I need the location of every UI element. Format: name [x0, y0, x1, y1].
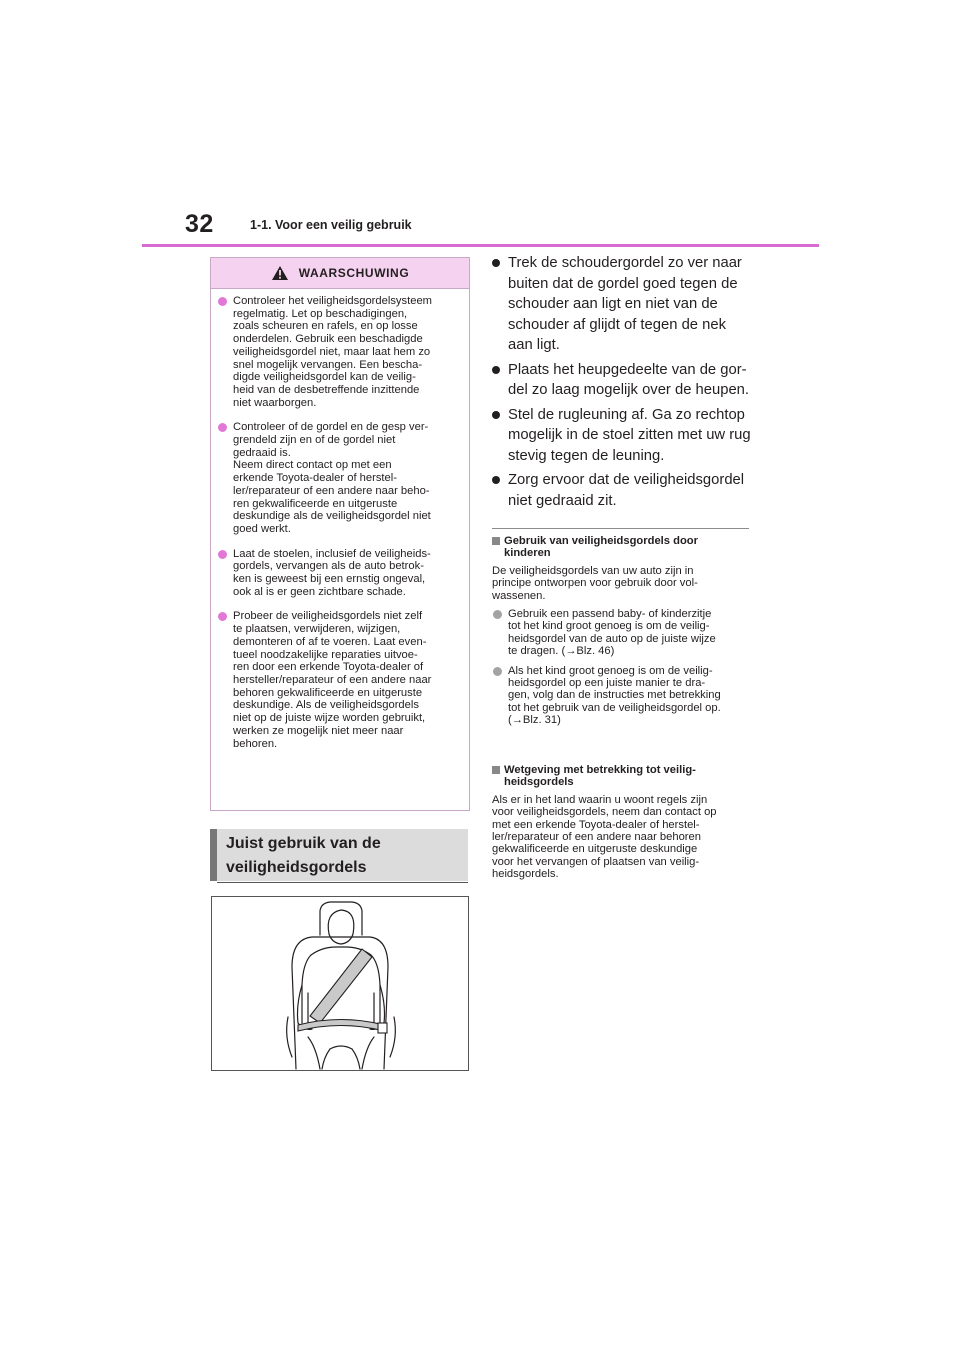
bullet-text: Trek de schoudergordel zo ver naar buiten dat de gordel goed tegen de schouder aan ligt en niet van de schouder af glijdt of tegen de nek aan ligt. — [508, 255, 742, 353]
list-item — [492, 253, 757, 356]
warning-list — [211, 289, 469, 750]
legislation-section — [492, 764, 757, 881]
bullet-dot-icon — [218, 297, 227, 306]
subsection-list — [492, 608, 757, 727]
bullet-dot-icon — [493, 667, 502, 676]
warning-item — [217, 548, 459, 599]
right-bullet-list — [492, 253, 757, 515]
list-item — [492, 405, 757, 467]
warning-triangle-icon — [271, 265, 289, 281]
bullet-dot-icon — [218, 612, 227, 621]
list-item — [492, 360, 757, 401]
section-title-line1: Juist gebruik van de — [226, 835, 381, 852]
bullet-text: Plaats het heupgedeelte van de gor- del zo laag mogelijk over de heupen. — [508, 361, 750, 398]
bullet-dot-icon — [218, 423, 227, 432]
bullet-text: Zorg ervoor dat de veiligheidsgordel niet gedraaid zit. — [508, 472, 745, 509]
page-number: 32 — [185, 210, 214, 238]
list-item — [492, 470, 757, 511]
children-section — [492, 535, 757, 734]
warning-item-text: Controleer of de gordel en de gesp ver- grendeld zijn en of de gordel niet gedraaid is. Neem direct contact op met een erkende Toyota-dealer of herstel- ler/reparateur of een andere naar beho- ren gekwalificeerde en uitgeruste deskundige als de veiligheidsgordel niet goed werkt. — [233, 421, 431, 535]
square-bullet-icon — [492, 766, 500, 774]
warning-item — [217, 421, 459, 535]
subsection-heading — [492, 535, 757, 560]
subsection-heading-text: Wetgeving met betrekking tot veilig- heidsgordels — [504, 764, 696, 789]
list-item — [492, 665, 757, 727]
bullet-dot-icon — [492, 366, 500, 374]
subsection-rule — [492, 528, 749, 529]
subsection-heading-text: Gebruik van veiligheidsgordels door kinderen — [504, 535, 698, 560]
section-title — [210, 829, 468, 881]
seatbelt-illustration-icon — [212, 897, 468, 1070]
subsection-heading — [492, 764, 757, 789]
bullet-dot-icon — [492, 259, 500, 267]
warning-item-text: Probeer de veiligheidsgordels niet zelf te plaatsen, verwijderen, wijzigen, demonteren of af te voeren. Laat even- tueel noodzakelijke reparaties uitvoe- ren door een erkende Toyota-dealer of hersteller/reparateur of een andere naar behoren gekwalificeerde en uitgeruste deskundige. Als de veiligheidsgordels niet op de juiste wijze worden gebruikt, werken ze mogelijk niet meer naar behoren. — [233, 610, 432, 750]
section-header: 1-1. Voor een veilig gebruik — [250, 218, 412, 232]
warning-item-text: Controleer het veiligheidsgordelsysteem regelmatig. Let op beschadigingen, zoals scheuren en rafels, en op losse onderdelen. Gebruik een beschadigde veiligheidsgordel niet, maar laat hem zo snel mogelijk vervangen. Een bescha- digde veiligheidsgordel kan de veilig- heid van de desbetreffende inzittende niet waarborgen. — [233, 295, 432, 409]
warning-title-bar — [211, 258, 469, 289]
section-title-line2: veiligheidsgordels — [226, 859, 367, 876]
list-item-text: Gebruik een passend baby- of kinderzitje tot het kind groot genoeg is om de veilig- heidsgordel van de auto op de juiste wijze te dragen. (→Blz. 46) — [508, 608, 716, 658]
bullet-dot-icon — [218, 550, 227, 559]
bullet-dot-icon — [492, 411, 500, 419]
bullet-dot-icon — [492, 476, 500, 484]
warning-box — [210, 257, 470, 811]
warning-item — [217, 610, 459, 750]
bullet-dot-icon — [493, 610, 502, 619]
square-bullet-icon — [492, 537, 500, 545]
warning-item-text: Laat de stoelen, inclusief de veiligheids- gordels, vervangen als de auto betrok- ken is geweest bij een ernstig ongeval, ook al is er geen zichtbare schade. — [233, 547, 431, 598]
warning-title: WAARSCHUWING — [298, 266, 410, 280]
figure-frame — [211, 896, 469, 1071]
subsection-body: De veiligheidsgordels van uw auto zijn in principe ontworpen voor gebruik door vol- wassenen. — [492, 564, 698, 602]
warning-item — [217, 295, 459, 409]
list-item-text: Als het kind groot genoeg is om de veilig- heidsgordel op een juiste manier te dra- gen, volg dan de instructies met betrekking tot het gebruik van de veiligheidsgordel op. (→Blz. 31) — [508, 664, 721, 727]
bullet-text: Stel de rugleuning af. Ga zo rechtop mogelijk in de stoel zitten met uw rug stevig tegen de leuning. — [508, 406, 751, 464]
subsection-body: Als er in het land waarin u woont regels zijn voor veiligheidsgordels, neem dan contact op met een erkende Toyota-dealer of herstel- ler/reparateur of een andere naar behoren gekwalificeerde en uitgeruste deskundige voor het vervangen of plaatsen van veilig- heidsgordels. — [492, 793, 717, 881]
list-item — [492, 608, 757, 658]
section-title-rule — [217, 882, 468, 883]
header-rule — [142, 244, 819, 247]
